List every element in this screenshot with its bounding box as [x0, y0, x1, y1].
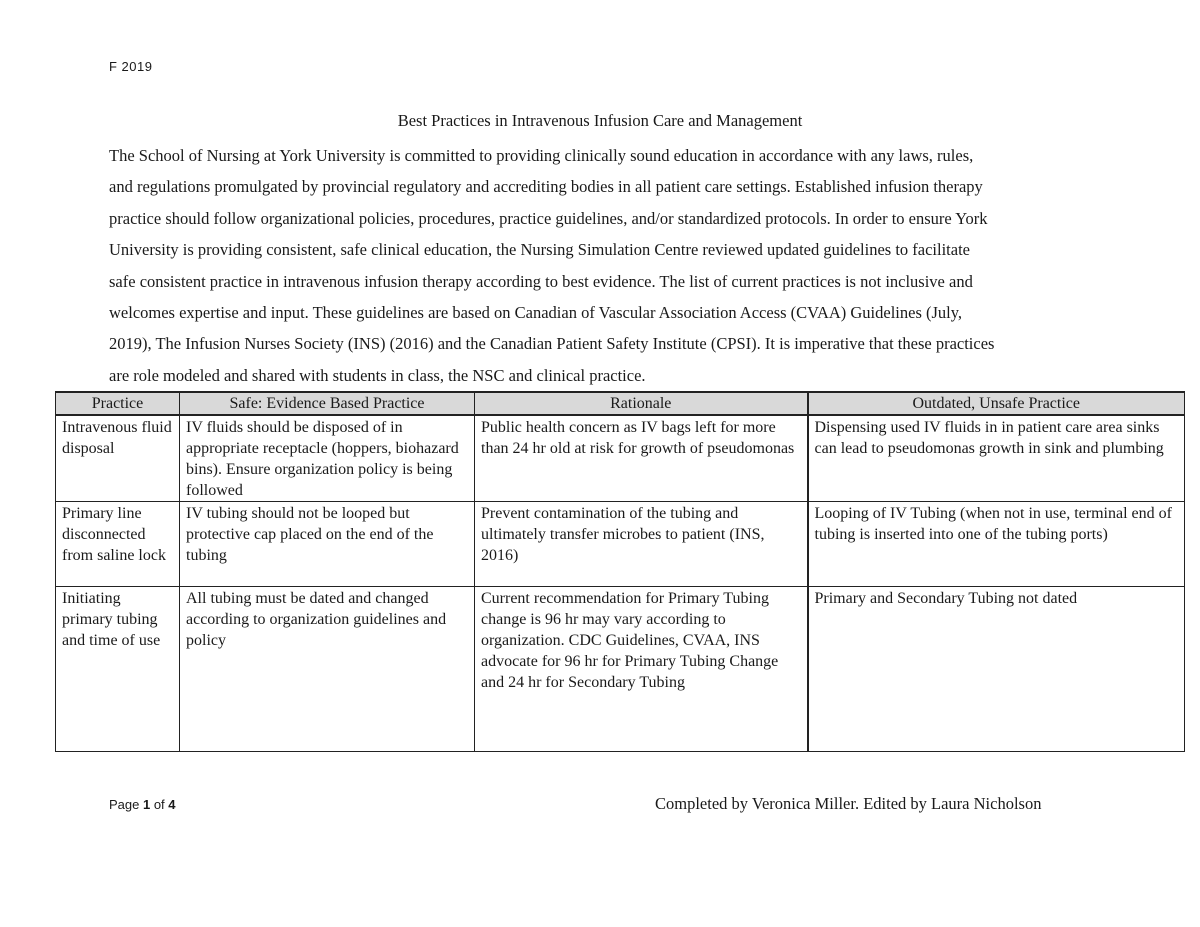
cell-practice: Intravenous fluid disposal [56, 415, 180, 502]
intro-line: and regulations promulgated by provincial regulatory and accrediting bodies in all patient care settings. Established infusion therapy [109, 177, 983, 197]
intro-line: University is providing consistent, safe clinical education, the Nursing Simulation Centre reviewed updated guidelines to facilitate [109, 240, 970, 260]
best-practices-table [55, 391, 1185, 752]
cell-unsafe-practice: Primary and Secondary Tubing not dated [808, 587, 1185, 752]
cell-safe-practice: All tubing must be dated and changed according to organization guidelines and policy [180, 587, 475, 752]
cell-rationale: Current recommendation for Primary Tubing change is 96 hr may vary according to organization. CDC Guidelines, CVAA, INS advocate for 96 hr for Primary Tubing Change and 24 hr for Secondary Tubing [475, 587, 808, 752]
cell-safe-practice: IV fluids should be disposed of in appropriate receptacle (hoppers, biohazard bins). Ensure organization policy is being followed [180, 415, 475, 502]
cell-unsafe-practice: Dispensing used IV fluids in in patient care area sinks can lead to pseudomonas growth in sink and plumbing [808, 415, 1185, 502]
intro-line: welcomes expertise and input. These guidelines are based on Canadian of Vascular Association Access (CVAA) Guidelines (July, [109, 302, 963, 322]
cell-safe-practice: IV tubing should not be looped but protective cap placed on the end of the tubing [180, 502, 475, 587]
column-header-rationale: Rationale [475, 392, 808, 415]
intro-paragraph [109, 140, 1109, 391]
cell-unsafe-practice: Looping of IV Tubing (when not in use, terminal end of tubing is inserted into one of the tubing ports) [808, 502, 1185, 587]
page-of: of [150, 797, 169, 812]
page-prefix: Page [109, 797, 143, 812]
footer-credit: Completed by Veronica Miller. Edited by Laura Nicholson [655, 794, 1042, 813]
intro-line: The School of Nursing at York University is committed to providing clinically sound education in accordance with any laws, rules, [109, 146, 974, 165]
document-title: Best Practices in Intravenous Infusion Care and Management [397, 111, 803, 130]
page-total: 4 [168, 797, 176, 812]
page-current: 1 [142, 797, 151, 812]
intro-line: 2019), The Infusion Nurses Society (INS) (2016) and the Canadian Patient Safety Institute (CPSI). It is imperative that these practices [109, 334, 995, 354]
column-header-practice: Practice [56, 392, 180, 415]
table-row [56, 587, 1185, 752]
page-number [109, 797, 176, 812]
intro-line: are role modeled and shared with students in class, the NSC and clinical practice. [109, 365, 646, 385]
table-row [56, 502, 1185, 587]
table-header-row [56, 392, 1185, 415]
column-header-unsafe-practice: Outdated, Unsafe Practice [808, 392, 1185, 415]
cell-practice: Initiating primary tubing and time of use [56, 587, 180, 752]
cell-rationale: Public health concern as IV bags left for more than 24 hr old at risk for growth of pseudomonas [475, 415, 808, 502]
column-header-safe-practice: Safe: Evidence Based Practice [180, 392, 475, 415]
cell-practice: Primary line disconnected from saline lock [56, 502, 180, 587]
table-row [56, 415, 1185, 502]
header-label: F 2019 [109, 59, 153, 74]
intro-line: safe consistent practice in intravenous infusion therapy according to best evidence. The list of current practices is not inclusive and [109, 271, 973, 291]
intro-line: practice should follow organizational policies, procedures, practice guidelines, and/or standardized protocols. In order to ensure York [109, 208, 988, 228]
cell-rationale: Prevent contamination of the tubing and ultimately transfer microbes to patient (INS, 2016) [475, 502, 808, 587]
